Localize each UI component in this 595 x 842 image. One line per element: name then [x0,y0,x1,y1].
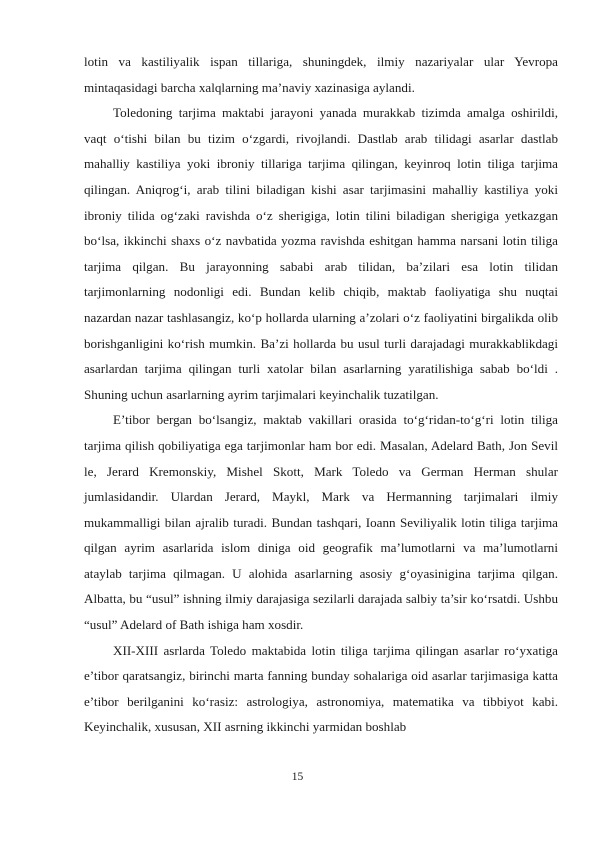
paragraph-2: Toledoning tarjima maktabi jarayoni yanada murakkab tizimda amalga oshirildi, vaqt o‘tishi bilan bu tizim o‘zgardi, rivojlandi. Dastlab arab tilidagi asarlar dastlab mahalliy kastiliya yoki ibroniy tillariga tarjima qilingan, keyinroq lotin tiliga tarjima qilingan. Aniqrog‘i, arab tilini biladigan kishi asar tarjimasini mahalliy kastiliya yoki ibroniy tilida og‘zaki ravishda o‘z sherigiga, lotin tilini biladigan sherigiga yetkazgan bo‘lsa, ikkinchi shaxs o‘z navbatida yozma ravishda eshitgan hamma narsani lotin tiliga tarjima qilgan. Bu jarayonning sababi arab tilidan, ba’zilari esa lotin tilidan tarjimonlarning nodonligi edi. Bundan kelib chiqib, maktab faoliyatiga shu nuqtai nazardan nazar tashlasangiz, ko‘p hollarda ularning a’zolari o‘z faoliyatini birgalikda olib borishganligini ko‘rish mumkin. Ba’zi hollarda bu usul turli darajadagi murakkablikdagi asarlardan tarjima qilingan turli xatolar bilan asarlarning yaratilishiga sabab bo‘ldi . Shuning uchun asarlarning ayrim tarjimalari keyinchalik tuzatilgan. [84,105,558,402]
paragraph-3: E’tibor bergan bo‘lsangiz, maktab vakillari orasida to‘g‘ridan-to‘g‘ri lotin tiliga tarjima qilish qobiliyatiga ega tarjimonlar ham bor edi. Masalan, Adelard Bath, Jon Sevil le, Jerard Kremonskiy, Mishel Skott, Mark Toledo va German Herman shular jumlasidandir. Ulardan Jerard, Maykl, Mark va Hermanning tarjimalari ilmiy mukammalligi bilan ajralib turadi. Bundan tashqari, Ioann Seviliyalik lotin tiliga tarjima qilgan ayrim asarlarida islom diniga oid geografik ma’lumotlarni va ma’lumotlarni ataylab tarjima qilmagan. U alohida asarlarning asosiy g‘oyasinigina tarjima qilgan. Albatta, bu “usul” ishning ilmiy darajasiga sezilarli darajada salbiy ta’sir ko‘rsatdi. Ushbu “usul” Adelard of Bath ishiga ham xosdir. [84,412,558,633]
page-number: 15 [291,771,304,783]
document-page [84,49,558,740]
paragraph-4: XII-XIII asrlarda Toledo maktabida lotin tiliga tarjima qilingan asarlar ro‘yxatiga e’tibor qaratsangiz, birinchi marta fanning bunday sohalariga oid asarlar tarjimasiga katta e’tibor berilganini ko‘rasiz: astrologiya, astronomiya, matematika va tibbiyot kabi. Keyinchalik, xususan, XII asrning ikkinchi yarmidan boshlab [84,642,558,735]
paragraph-1: lotin va kastiliyalik ispan tillariga, shuningdek, ilmiy nazariyalar ular Yevropa mintaqasidagi barcha xalqlarning ma’naviy xazinasiga aylandi. [84,54,558,95]
